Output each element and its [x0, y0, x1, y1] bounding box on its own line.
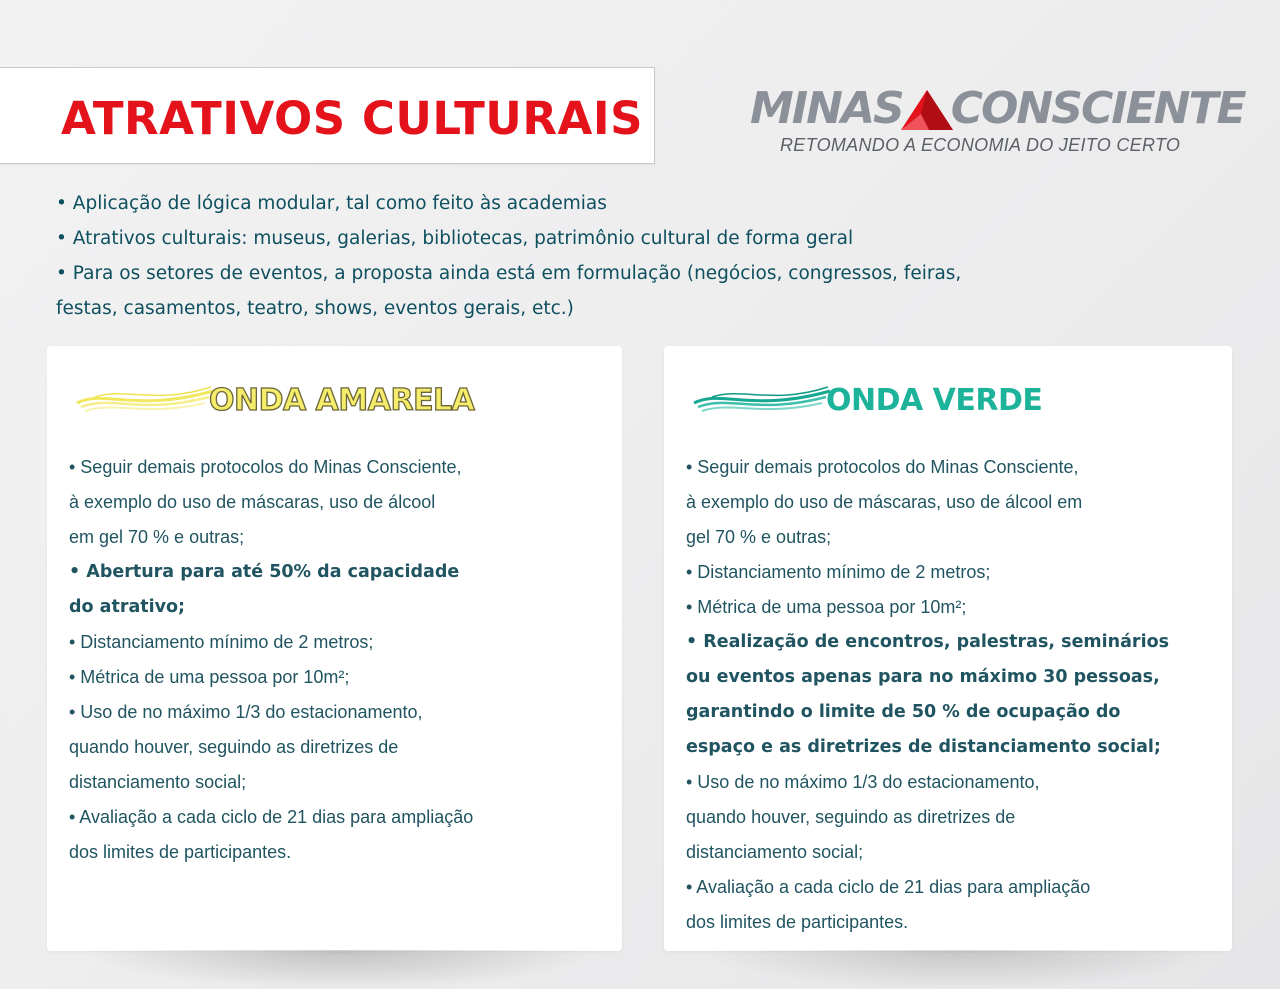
list-item: distanciamento social; [69, 772, 247, 792]
list-item: • Métrica de uma pessoa por 10m²; [69, 667, 350, 687]
onda-verde-card [664, 346, 1232, 951]
list-item: • Seguir demais protocolos do Minas Consciente, [686, 457, 1079, 477]
list-item: gel 70 % e outras; [686, 527, 832, 547]
list-item-highlight: ou eventos apenas para no máximo 30 pessoas, [686, 667, 1160, 687]
list-item: • Uso de no máximo 1/3 do estacionamento, [69, 702, 423, 722]
onda-verde-title: ONDA VERDE [826, 382, 1043, 418]
list-item: dos limites de participantes. [69, 842, 292, 862]
page-title: ATRATIVOS CULTURAIS [61, 92, 643, 145]
onda-verde-list [686, 450, 1226, 940]
list-item: à exemplo do uso de máscaras, uso de álcool [69, 492, 436, 512]
list-item-highlight: • Abertura para até 50% da capacidade [69, 562, 460, 582]
list-item: em gel 70 % e outras; [69, 527, 245, 547]
list-item: • Seguir demais protocolos do Minas Consciente, [69, 457, 462, 477]
list-item: quando houver, seguindo as diretrizes de [686, 807, 1016, 827]
list-item: • Uso de no máximo 1/3 do estacionamento, [686, 772, 1040, 792]
card-shadow [700, 950, 1220, 989]
logo-word-minas: MINAS [750, 83, 903, 134]
list-item: à exemplo do uso de máscaras, uso de álcool em [686, 492, 1083, 512]
yellow-wave-icon [75, 383, 215, 417]
intro-list [56, 186, 1176, 326]
onda-amarela-card [47, 346, 622, 951]
list-item-highlight: garantindo o limite de 50 % de ocupação do [686, 702, 1121, 722]
logo-wordmark [750, 84, 1245, 134]
list-item-highlight: • Realização de encontros, palestras, seminários [686, 632, 1170, 652]
triangle-logo-icon [899, 88, 955, 132]
onda-amarela-list [69, 450, 609, 870]
intro-item: • Aplicação de lógica modular, tal como feito às academias [56, 193, 607, 214]
intro-item: festas, casamentos, teatro, shows, eventos gerais, etc.) [56, 298, 574, 319]
minas-consciente-logo [750, 83, 1245, 164]
logo-tagline: RETOMANDO A ECONOMIA DO JEITO CERTO [780, 135, 1181, 155]
list-item: quando houver, seguindo as diretrizes de [69, 737, 399, 757]
list-item: • Métrica de uma pessoa por 10m²; [686, 597, 967, 617]
list-item: • Avaliação a cada ciclo de 21 dias para ampliação [69, 807, 474, 827]
list-item-highlight: do atrativo; [69, 597, 186, 617]
list-item: distanciamento social; [686, 842, 864, 862]
list-item: • Distanciamento mínimo de 2 metros; [69, 632, 374, 652]
onda-amarela-header [75, 380, 474, 420]
logo-word-consciente: CONSCIENTE [950, 83, 1245, 134]
card-shadow [80, 950, 600, 989]
onda-verde-header [692, 380, 1042, 420]
intro-item: • Para os setores de eventos, a proposta ainda está em formulação (negócios, congressos, feiras, [56, 263, 962, 284]
list-item-highlight: espaço e as diretrizes de distanciamento social; [686, 737, 1161, 757]
green-wave-icon [692, 383, 832, 417]
list-item: • Distanciamento mínimo de 2 metros; [686, 562, 991, 582]
list-item: dos limites de participantes. [686, 912, 909, 932]
intro-item: • Atrativos culturais: museus, galerias, bibliotecas, patrimônio cultural de forma geral [56, 228, 854, 249]
onda-amarela-title: ONDA AMARELA [209, 382, 475, 418]
list-item: • Avaliação a cada ciclo de 21 dias para ampliação [686, 877, 1091, 897]
title-banner [0, 67, 655, 164]
